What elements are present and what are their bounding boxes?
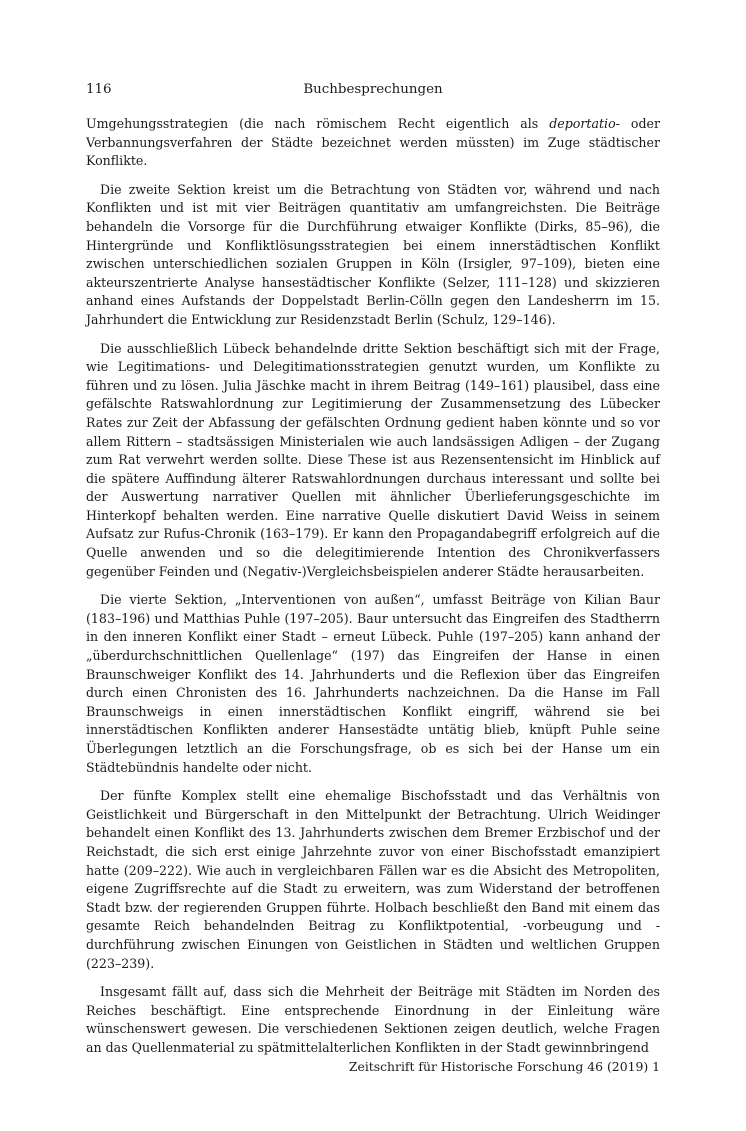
paragraph-1-text-a: Umgehungsstrategien (die nach römischem Recht eigentlich als — [86, 116, 550, 131]
page-number: 116 — [86, 82, 112, 97]
paragraph-1-text-b: oder Verbannungsverfahren der Städte bezeichnet werden müssten) im Zuge städtischer Konflikte. — [86, 116, 660, 169]
paragraph-2: Die zweite Sektion kreist um die Betrachtung von Städten vor, während und nach Konflikten und ist mit vier Beiträgen quantitativ am umfangreichsten. Die Beiträge behandeln die Vorsorge für die Durchführung etwaiger Konflikte (Dirks, 85–96), die Hintergründe und Konfliktlösungsstrategien bei einem innerstädtischen Konflikt zwischen unterschiedlichen sozialen Gruppen in Köln (Irsigler, 97–109), bieten eine akteurszentrierte Analyse hansestädtischer Konflikte (Selzer, 111–128) und skizzieren anhand eines Aufstands der Doppelstadt Berlin-Cölln gegen den Landesherrn im 15. Jahrhundert die Entwicklung zur Residenzstadt Berlin (Schulz, 129–146). — [86, 181, 660, 327]
page-header — [86, 80, 660, 102]
running-title: Buchbesprechungen — [303, 82, 443, 97]
paragraph-1 — [86, 115, 660, 171]
journal-footer: Zeitschrift für Historische Forschung 46 (2019) 1 — [348, 1059, 660, 1074]
paragraph-3: Die ausschließlich Lübeck behandelnde dritte Sektion beschäftigt sich mit der Frage, wie Legitimations- und Delegitimationsstrategien genutzt wurden, um Konflikte zu führen und zu lösen. Julia Jäschke macht in ihrem Beitrag (149–161) plausibel, dass eine gefälschte Ratswahlordnung zur Legitimierung der Zusammensetzung des Lübecker Rates zur Zeit der Abfassung der gefälschten Ordnung gedient haben könnte und so vor allem Rittern – stadtsässigen Ministerialen wie auch landsässigen Adligen – der Zugang zum Rat verwehrt werden sollte. Diese These ist aus Rezensentensicht im Hinblick auf die spätere Auffindung älterer Ratswahlordnungen durchaus interessant und sollte bei der Auswertung narrativer Quellen mit ähnlicher Überlieferungsgeschichte im Hinterkopf behalten werden. Eine narrative Quelle diskutiert David Weiss in seinem Aufsatz zur Rufus-Chronik (163–179). Er kann den Propagandabegriff erfolgreich auf die Quelle anwenden und so die delegitimierende Intention des Chronikverfassers gegenüber Feinden und (Negativ-)Vergleichsbeispielen anderer Städte herausarbeiten. — [86, 340, 660, 579]
paragraph-5: Der fünfte Komplex stellt eine ehemalige Bischofsstadt und das Verhältnis von Geistlichkeit und Bürgerschaft in den Mittelpunkt der Betrachtung. Ulrich Weidinger behandelt einen Konflikt des 13. Jahrhunderts zwischen dem Bremer Erzbischof und der Reichstadt, die sich erst einige Jahrzehnte zuvor von einer Bischofsstadt emanzipiert hatte (209–222). Wie auch in vergleichbaren Fällen war es die Absicht des Metropoliten, eigene Zugriffsrechte auf die Stadt zu erweitern, was zum Widerstand der betroffenen Stadt bzw. der regierenden Gruppen führte. Holbach beschließt den Band mit einem das gesamte Reich behandelnden Beitrag zu Konfliktpotential, -vorbeugung und -durchführung zwischen Einungen von Geistlichen in Städten und weltlichen Gruppen (223–239). — [86, 788, 660, 971]
document-page — [86, 80, 660, 1068]
body-text — [86, 115, 660, 1058]
paragraph-4: Die vierte Sektion, „Interventionen von außen“, umfasst Beiträge von Kilian Baur (183–196) und Matthias Puhle (197–205). Baur untersucht das Eingreifen des Stadtherrn in den inneren Konflikt einer Stadt – erneut Lübeck. Puhle (197–205) kann anhand der „überdurchschnittlichen Quellenlage“ (197) das Eingreifen der Hanse in einen Braunschweiger Konflikt des 14. Jahrhunderts und die Reflexion über das Eingreifen durch einen Chronisten des 16. Jahrhunderts nachzeichnen. Da die Hanse im Fall Braunschweigs in einen innerstädtischen Konflikt eingriff, während sie bei innerstädtischen Konflikten anderer Hansestädte untätig blieb, knüpft Puhle seine Überlegungen letztlich an die Forschungsfrage, ob es sich bei der Hanse um ein Städtebündnis handelte oder nicht. — [86, 592, 660, 775]
paragraph-1-italic-term: deportatio- — [549, 116, 620, 131]
paragraph-6: Insgesamt fällt auf, dass sich die Mehrheit der Beiträge mit Städten im Norden des Reiches beschäftigt. Eine entsprechende Einordnung in der Einleitung wäre wünschenswert gewesen. Die verschiedenen Sektionen zeigen deutlich, welche Fragen an das Quellenmaterial zu spätmittelalterlichen Konflikten in der Stadt gewinnbringend — [86, 984, 660, 1055]
